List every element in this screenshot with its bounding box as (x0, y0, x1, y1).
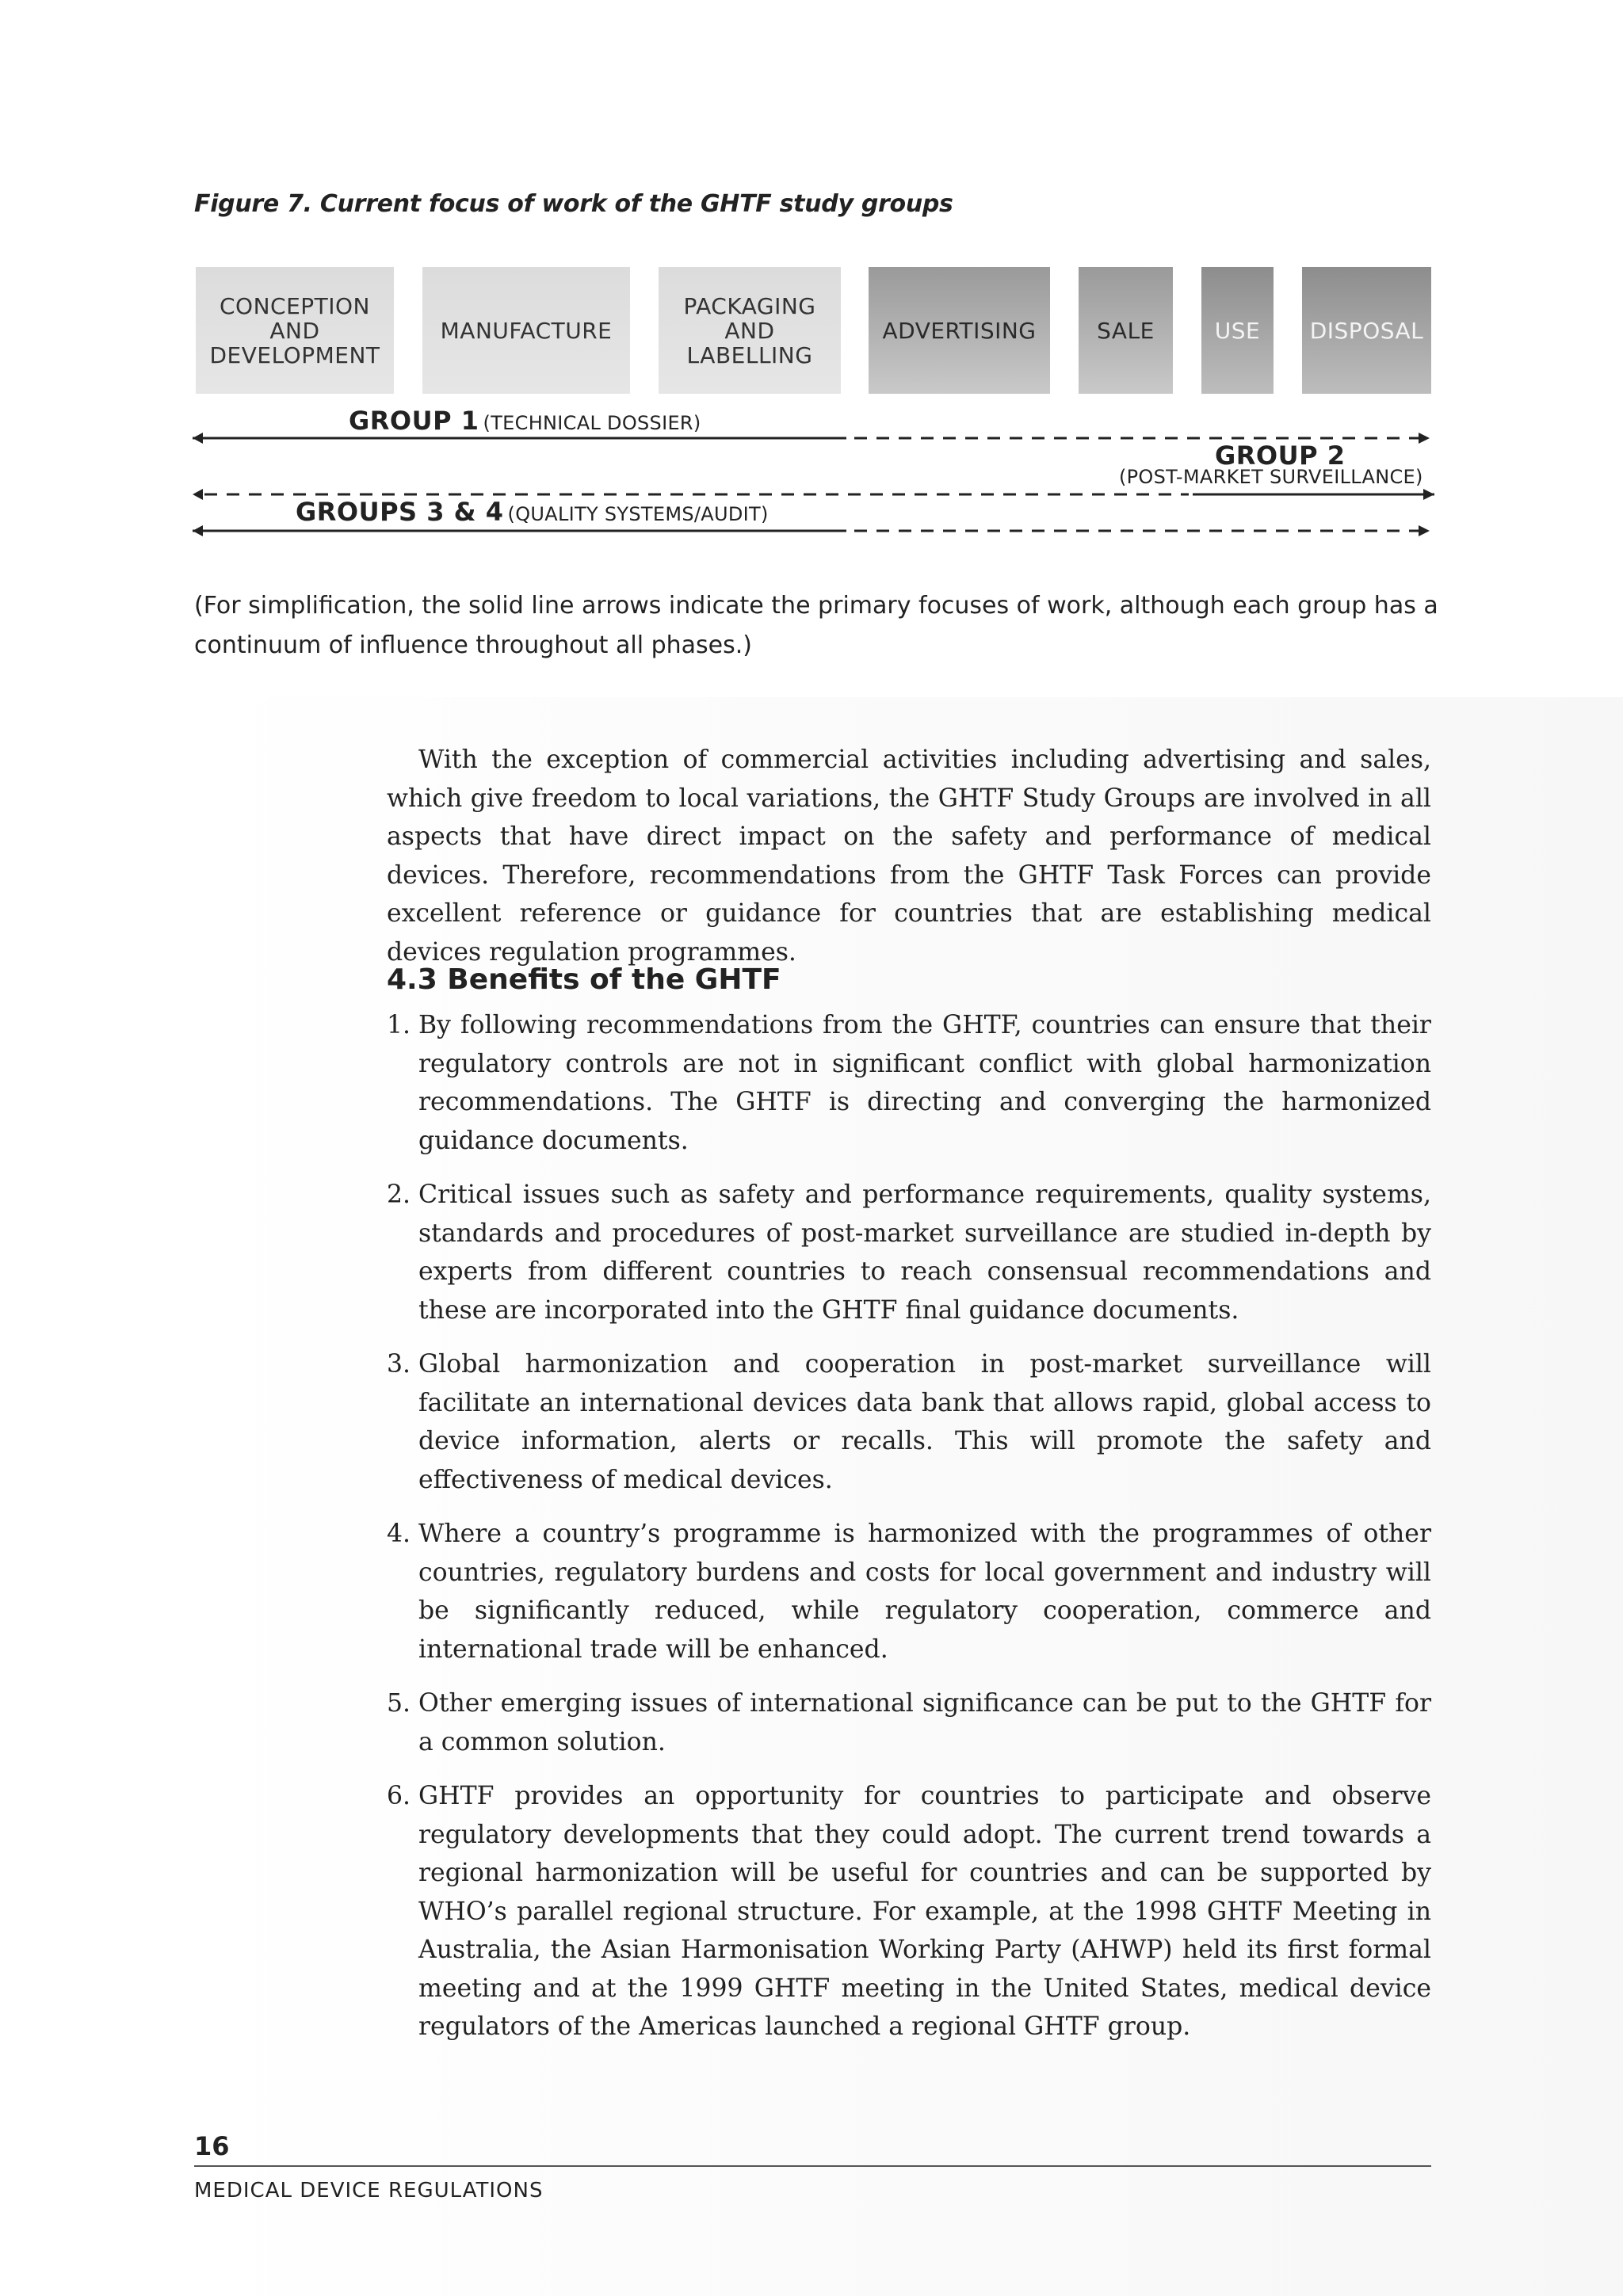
running-title: MEDICAL DEVICE REGULATIONS (194, 2179, 544, 2203)
stage-use: USE (1201, 267, 1274, 394)
list-item: 6. GHTF provides an opportunity for countries to participate and observe regulatory developments that they could adopt. The current trend towards a regional harmonization will be useful for countries and can be supported by WHO’s parallel regional structure. For example, at the 1998 GHTF Meeting in Australia, the Asian Harmonisation Working Party (AHWP) held its first formal meeting and at the 1999 GHTF meeting in the United States, medical device regulators of the Americas launched a regional GHTF group. (387, 1782, 1431, 2041)
stage-disposal: DISPOSAL (1302, 267, 1431, 394)
footer-divider (194, 2165, 1431, 2167)
list-item: 5. Other emerging issues of international significance can be put to the GHTF for a common solution. (387, 1689, 1431, 1756)
group34-arrow (193, 525, 1430, 536)
group2-detail: (POST-MARKET SURVEILLANCE) (1119, 466, 1423, 488)
stage-packaging-labelling: PACKAGING AND LABELLING (659, 267, 841, 394)
list-item: 1. By following recommendations from the GHTF, countries can ensure that their regulatory controls are not in significant conflict with global harmonization recommendations. The GHTF is directing and converging the harmonized guidance documents. (387, 1011, 1431, 1155)
stage-sale: SALE (1079, 267, 1173, 394)
section-heading: 4.3 Benefits of the GHTF (387, 963, 781, 996)
intro-paragraph: With the exception of commercial activities including advertising and sales, which give freedom to local variations, the GHTF Study Groups are involved in all aspects that have direct impact on the safety and performance of medical devices. Therefore, recommendations from the GHTF Task Forces can provide excellent reference or guidance for countries that are establishing medical devices regulation programmes. (387, 746, 1431, 967)
figure-caption: (For simplification, the solid line arrows indicate the primary focuses of work, although each group has a continuum of influence throughout all phases.) (194, 592, 1438, 659)
group1-label: GROUP 1 (TECHNICAL DOSSIER) (349, 406, 701, 436)
list-item: 2. Critical issues such as safety and performance requirements, quality systems, standards and procedures of post-market surveillance are studied in-depth by experts from different countries to reach consensual recommendations and these are incorporated into the GHTF final guidance documents. (387, 1180, 1431, 1325)
stage-manufacture: MANUFACTURE (422, 267, 630, 394)
list-item: 3. Global harmonization and cooperation in post-market surveillance will facilitate an international devices data bank that allows rapid, global access to device information, alerts or recalls. This will promote the safety and effectiveness of medical devices. (387, 1350, 1431, 1494)
group34-label: GROUPS 3 & 4 (QUALITY SYSTEMS/AUDIT) (296, 497, 769, 527)
group2-name: GROUP 2 (1215, 441, 1346, 471)
stage-advertising: ADVERTISING (869, 267, 1050, 394)
list-item: 4. Where a country’s programme is harmonized with the programmes of other countries, regulatory burdens and costs for local government and industry will be significantly reduced, while regulatory cooperation, commerce and international trade will be enhanced. (387, 1520, 1431, 1664)
figure-title: Figure 7. Current focus of work of the GHTF study groups (194, 190, 953, 218)
stage-conception-development: CONCEPTION AND DEVELOPMENT (196, 267, 394, 394)
benefits-list (387, 1006, 1431, 2062)
page-number: 16 (194, 2131, 230, 2161)
